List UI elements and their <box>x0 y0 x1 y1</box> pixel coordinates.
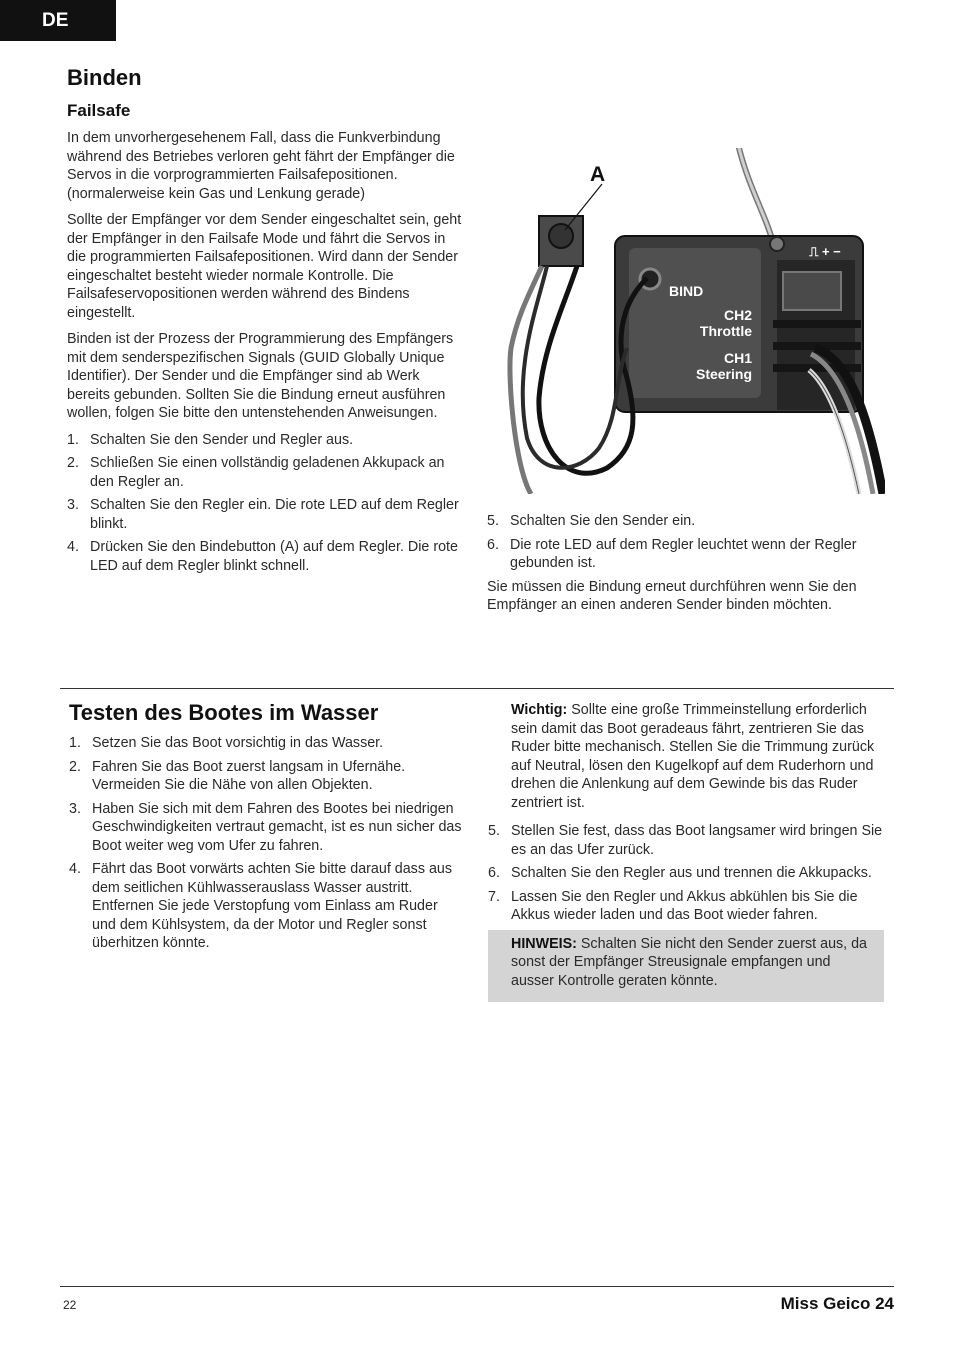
test-section-title: Testen des Bootes im Wasser <box>69 700 379 725</box>
important-note: Wichtig: Sollte eine große Trimmeinstellung erforderlich sein damit das Boot geradeaus fährt, zentrieren Sie das Ruder bitte mechanisch. Stellen Sie die Trimmung zurück auf Neutral, lösen den Kugelkopf auf dem Ruderhorn und drehen die Anlenkung auf dem Gewinde bis das Ruder zentriert ist. <box>511 702 875 811</box>
receiver-bind-illustration <box>487 148 885 494</box>
steering-label: Steering <box>695 366 752 382</box>
list-item: 3. Schalten Sie den Regler ein. Die rote LED auf dem Regler blinkt. <box>67 497 459 532</box>
failsafe-subtitle: Failsafe <box>67 101 131 120</box>
footer-product-title: Miss Geico 24 <box>780 1294 894 1313</box>
bind-left-column <box>67 129 465 580</box>
hinweis-notice-box: HINWEIS: Schalten Sie nicht den Sender zuerst aus, da sonst der Empfänger Streusignale empfangen und ausser Kontrolle geraten könnte. <box>488 930 884 1003</box>
list-item: 1. Setzen Sie das Boot vorsichtig in das Wasser. <box>69 735 384 751</box>
ch1-label: CH1 <box>723 350 752 366</box>
list-item: 1. Schalten Sie den Sender und Regler aus. <box>67 431 354 448</box>
test-left-column <box>69 734 464 958</box>
test-steps-list-continued <box>488 822 884 925</box>
bind-steps-list-continued <box>487 512 857 573</box>
list-item: 2. Fahren Sie das Boot zuerst langsam in Ufernähe. Vermeiden Sie die Nähe von allen Objekten. <box>69 758 406 793</box>
paragraph: Binden ist der Prozess der Programmierung des Empfängers mit dem senderspezifischen Signals (GUID Globally Unique Identifier). Der Sender und die Empfänger sind ab Werk bereits gebunden. Sollten Sie die Bindung erneut ausführen wollen, folgen Sie bitte den untenstehenden Anweisungen. <box>67 331 454 421</box>
list-item: 2. Schließen Sie einen vollständig geladenen Akkupack an den Regler an. <box>67 455 445 490</box>
section-divider <box>60 688 894 689</box>
language-tab: DE <box>0 0 116 41</box>
callout-a-label: A <box>590 163 606 186</box>
list-item: 6. Die rote LED auf dem Regler leuchtet wenn der Regler gebunden ist. <box>487 536 857 571</box>
paragraph: In dem unvorhergesehenem Fall, dass die Funkverbindung während des Betriebes verloren geht fährt der Empfänger die Servos in die vorprogrammierten Failsafepositionen. (normalerweise kein Gas und Lenkung gerade) <box>67 130 455 202</box>
list-item: 6. Schalten Sie den Regler aus und trennen die Akkupacks. <box>488 865 872 881</box>
throttle-label: Throttle <box>699 323 752 339</box>
list-item: 5. Stellen Sie fest, dass das Boot langsamer wird bringen Sie es an das Ufer zurück. <box>488 823 883 858</box>
list-item: 5. Schalten Sie den Sender ein. <box>487 513 696 529</box>
list-item: 4. Fährt das Boot vorwärts achten Sie bitte darauf dass aus dem seitlichen Kühlwasserauslass Wasser austritt. Entfernen Sie jede Verstopfung vom Einlass am Ruder und dem Kühlsystem, da der Motor und Regler sonst überhitzen könnte. <box>69 861 452 951</box>
list-item: 7. Lassen Sie den Regler und Akkus abkühlen bis Sie die Akkus wieder laden und das Boot wieder fahren. <box>488 888 858 923</box>
page-number: 22 <box>63 1298 77 1312</box>
paragraph: Sollte der Empfänger vor dem Sender eingeschaltet sein, geht der Empfänger in den Failsafe Mode und fährt die Servos in die programmierten Failsafepositionen. Wird dann der Sender eingeschaltet besteht wieder normale Kontrolle. Die Failsafeservopositionen werden während des Bindens eingestellt. <box>67 212 462 321</box>
bind-right-column <box>487 512 857 623</box>
footer-divider <box>60 1286 894 1287</box>
polarity-label: ⎍ + − <box>809 244 841 259</box>
bind-steps-list <box>67 431 465 576</box>
test-right-column <box>488 701 884 1002</box>
list-item: 4. Drücken Sie den Bindebutton (A) auf dem Regler. Die rote LED auf dem Regler blinkt schnell. <box>67 539 458 574</box>
ch2-label: CH2 <box>723 307 752 323</box>
test-steps-list <box>69 734 464 953</box>
list-item: 3. Haben Sie sich mit dem Fahren des Bootes bei niedrigen Geschwindigkeiten vertraut gemacht, ist es nun sicher das Boot weiter weg vom Ufer zu fahren. <box>69 800 462 854</box>
bind-closing-text: Sie müssen die Bindung erneut durchführen wenn Sie den Empfänger an einen anderen Sender binden möchten. <box>487 578 857 613</box>
bind-port-label: BIND <box>669 283 704 299</box>
bind-section-title: Binden <box>67 65 142 90</box>
